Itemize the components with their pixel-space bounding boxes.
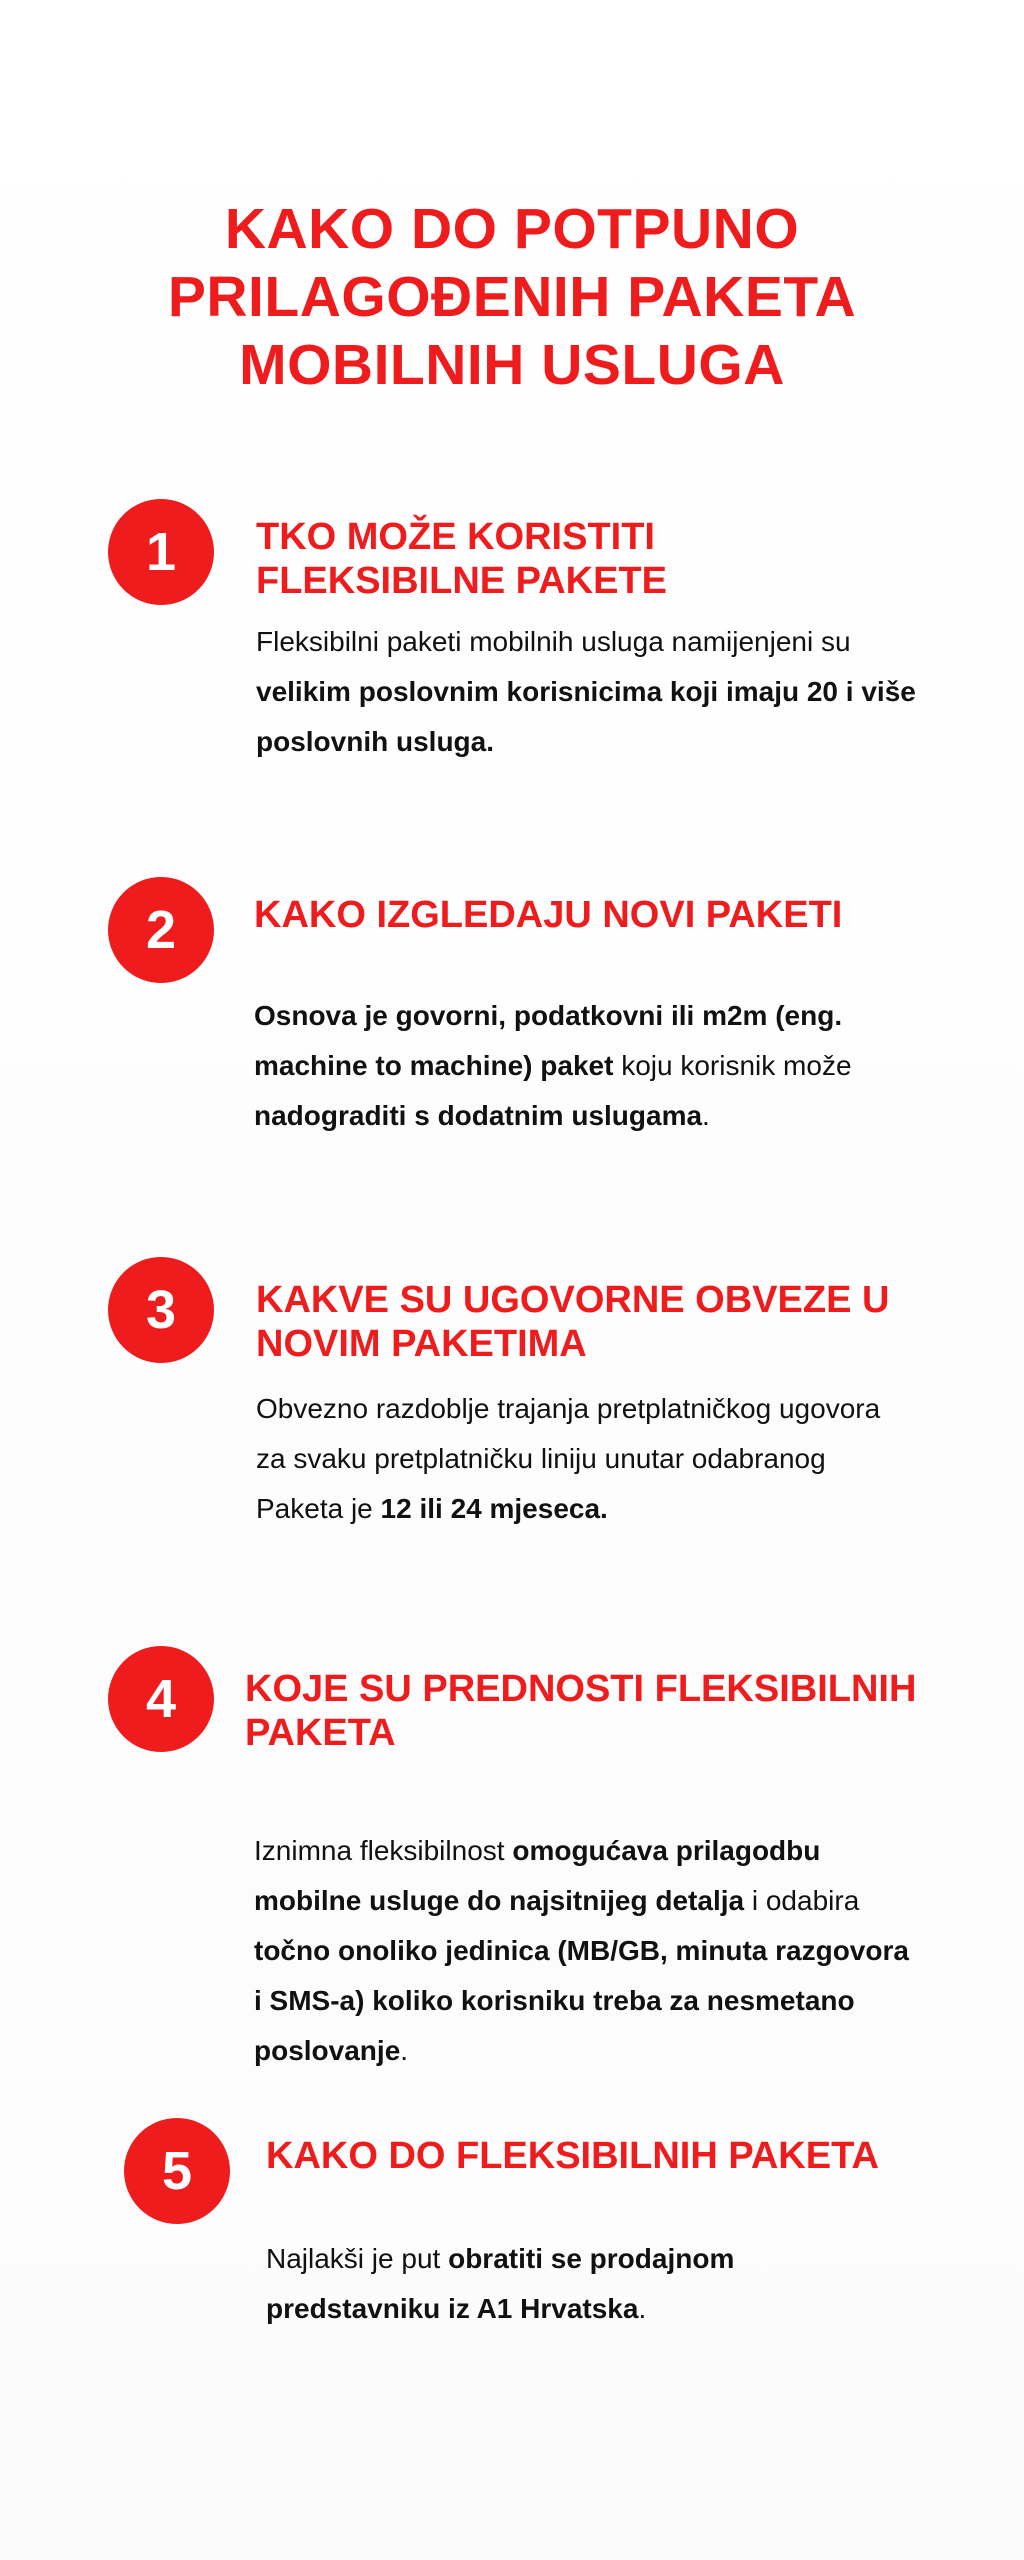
section-heading-line: PAKETA <box>245 1712 396 1754</box>
page-title-line: KAKO DO POTPUNO <box>224 197 800 261</box>
step-number-badge: 5 <box>124 2118 230 2224</box>
step-number-badge: 4 <box>108 1646 214 1752</box>
body-text-bold: velikim poslovnim korisnicima koji imaju 20 i više poslovnih usluga. <box>256 676 916 757</box>
section-heading-line: TKO MOŽE KORISTITI <box>256 516 655 558</box>
page-title-line: PRILAGOĐENIH PAKETA <box>167 265 857 329</box>
section-heading <box>256 1278 976 1366</box>
section-body <box>266 2234 906 2334</box>
body-text: Obvezno razdoblje trajanja pretplatničkog ugovora za svaku pretplatničku liniju unutar odabranog Paketa je <box>256 1393 881 1524</box>
body-text: . <box>400 2035 409 2066</box>
section-body <box>256 1384 916 1534</box>
body-text-bold: obratiti se prodajnom predstavniku iz A1 Hrvatska <box>266 2243 735 2324</box>
body-text: Fleksibilni paketi mobilnih usluga namijenjeni su <box>256 626 851 657</box>
section-heading <box>266 2134 966 2178</box>
body-text-bold: točno onoliko jedinica (MB/GB, minuta razgovora i SMS-a) koliko korisniku treba za nesmetano poslovanje <box>254 1935 909 2066</box>
body-text-bold: omogućava prilagodbu mobilne usluge do najsitnijeg detalja <box>254 1835 821 1916</box>
section-heading <box>256 515 956 603</box>
body-text: . <box>638 2293 647 2324</box>
step-number-badge: 1 <box>108 499 214 605</box>
page-title <box>112 195 912 399</box>
body-text: Iznimna fleksibilnost <box>254 1835 513 1866</box>
page-title-line: MOBILNIH USLUGA <box>239 333 785 397</box>
body-text: . <box>702 1100 710 1131</box>
body-text: koju korisnik može <box>613 1050 852 1081</box>
step-number-badge: 3 <box>108 1257 214 1363</box>
section-body <box>254 1826 914 2076</box>
section-heading-line: KAKO DO FLEKSIBILNIH PAKETA <box>266 2135 879 2177</box>
body-text-bold: nadograditi s dodatnim uslugama <box>254 1100 703 1131</box>
section-heading <box>254 893 974 937</box>
body-text: i odabira <box>744 1885 860 1916</box>
body-text-bold: 12 ili 24 mjeseca. <box>380 1493 608 1524</box>
section-heading-line: KAKO IZGLEDAJU NOVI PAKETI <box>254 894 843 936</box>
body-text-bold: Osnova je govorni, podatkovni ili m2m (eng. machine to machine) paket <box>254 1000 843 1081</box>
section-heading-line: FLEKSIBILNE PAKETE <box>256 560 667 602</box>
section-body <box>254 991 894 1141</box>
section-heading-line: NOVIM PAKETIMA <box>256 1323 587 1365</box>
section-body <box>256 617 916 767</box>
section-heading <box>245 1667 975 1755</box>
section-heading-line: KAKVE SU UGOVORNE OBVEZE U <box>256 1279 890 1321</box>
step-number-badge: 2 <box>108 877 214 983</box>
section-heading-line: KOJE SU PREDNOSTI FLEKSIBILNIH <box>245 1668 917 1710</box>
body-text: Najlakši je put <box>266 2243 449 2274</box>
